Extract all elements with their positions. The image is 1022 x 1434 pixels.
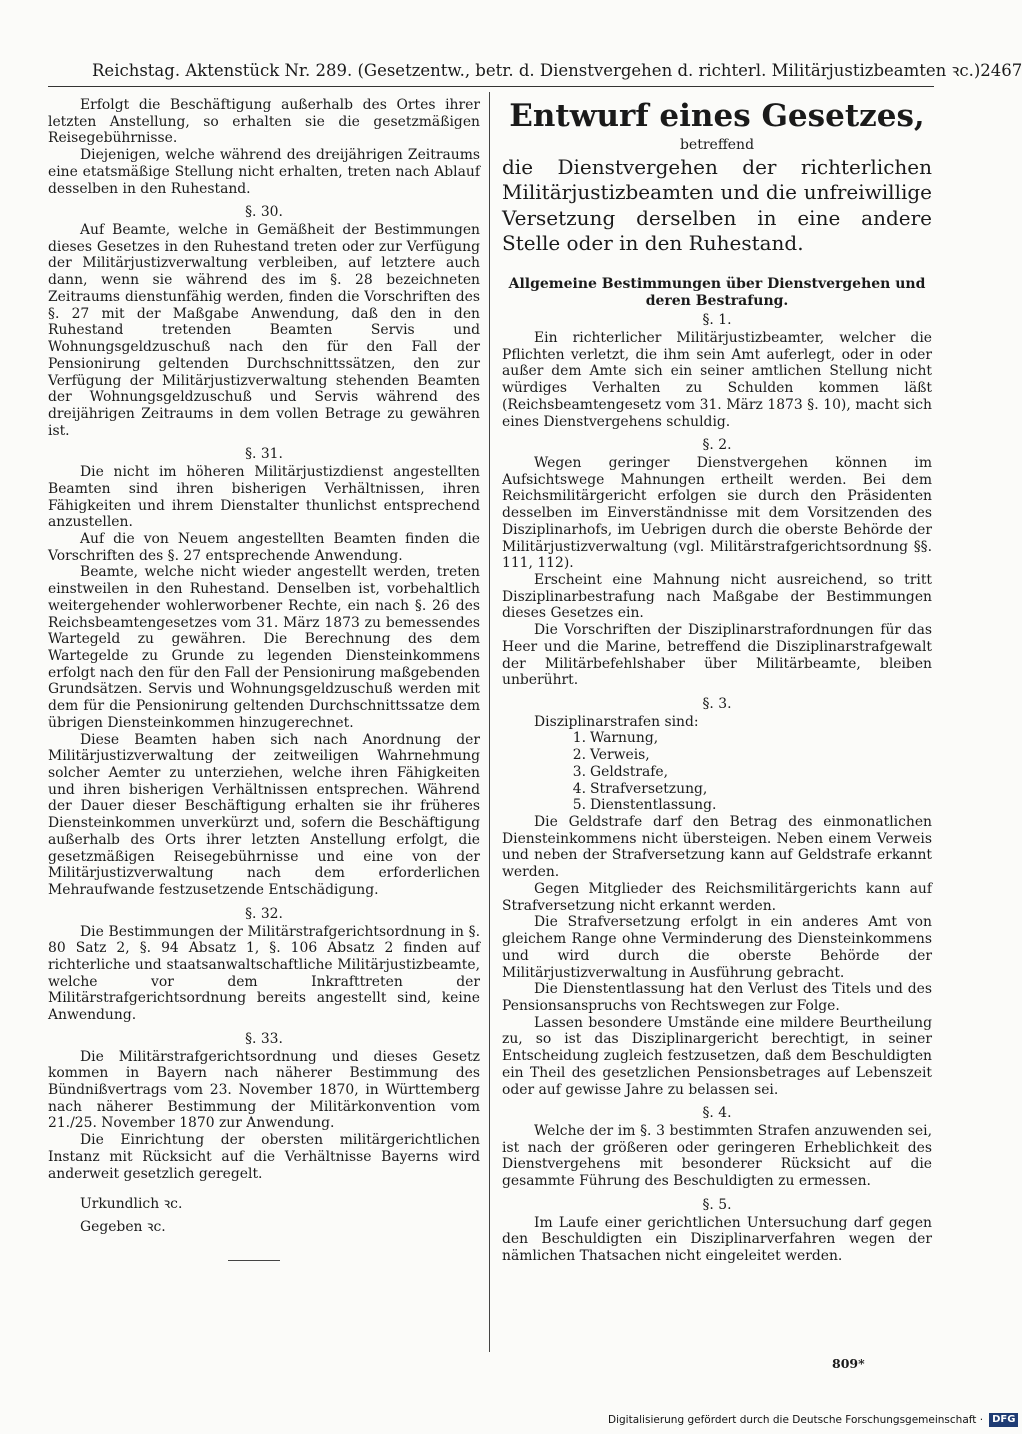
- list-item: 3. Geldstrafe,: [572, 763, 669, 780]
- list-item: 5. Dienstentlassung.: [572, 797, 717, 814]
- part-heading: Allgemeine Bestimmungen über Dienstvergehen und deren Bestrafung.: [508, 276, 926, 310]
- credit-text: Digitalisierung gefördert durch die Deutsche Forschungsgemeinschaft ·: [608, 1414, 984, 1426]
- paragraph: Lassen besondere Umstände eine mildere Beurtheilung zu, so ist das Disziplinargericht berechtigt, in seiner Entscheidung zugleich festzusetzen, daß dem Beschuldigten ein Theil des gesetzlichen Pensionsbetrages auf Lebenszeit oder auf gewisse Jahre zu belassen sei.: [502, 1014, 932, 1098]
- paragraph: Erscheint eine Mahnung nicht ausreichend, so tritt Disziplinarbestrafung nach Maßgabe der Bestimmungen dieses Gesetzes ein.: [502, 571, 932, 622]
- end-rule: [228, 1260, 280, 1261]
- paragraph: Diejenigen, welche während des dreijährigen Zeitraums eine etatsmäßige Stellung nicht erhalten, treten nach Ablauf desselben in den Ruhestand.: [48, 147, 480, 197]
- dfg-logo-icon: DFG: [989, 1413, 1018, 1427]
- paragraph: Die nicht im höheren Militärjustizdienst angestellten Beamten sind ihren bisherigen Verhältnissen, ihren Fähigkeiten und ihrem Dienstalter thunlichst entsprechend anzustellen.: [48, 464, 480, 531]
- law-subtitle: betreffend: [679, 137, 755, 153]
- law-subject: die Dienstvergehen der richterlichen Militärjustizbeamten und die unfreiwillige Versetzung derselben in eine andere Stelle oder in den Ruhestand.: [502, 155, 932, 255]
- list-item: 4. Strafversetzung,: [572, 780, 708, 797]
- penalty-list: [560, 730, 932, 814]
- paragraph: Die Einrichtung der obersten militärgerichtlichen Instanz mit Rücksicht auf die Verhältnisse Bayerns wird anderweit gesetzlich geregelt.: [48, 1132, 480, 1182]
- running-header: [92, 58, 1022, 84]
- sheet-number: 809*: [832, 1356, 865, 1371]
- paragraph: Die Strafversetzung erfolgt in ein anderes Amt von gleichem Range ohne Verminderung des Diensteinkommens und wird durch die oberste Behörde der Militärjustizverwaltung in Ausführung gebracht.: [502, 914, 932, 981]
- section-heading-1: §. 1.: [702, 312, 732, 329]
- section-heading-4: §. 4.: [702, 1105, 732, 1122]
- column-divider: [489, 92, 490, 1352]
- paragraph: Erfolgt die Beschäftigung außerhalb des Ortes ihrer letzten Anstellung, so erhalten sie die gesetzmäßigen Reisegebührnisse.: [48, 97, 480, 147]
- list-lead: Disziplinarstrafen sind:: [534, 713, 699, 730]
- paragraph: Ein richterlicher Militärjustizbeamter, welcher die Pflichten verletzt, die ihm sein Amt auferlegt, oder in oder außer dem Amte sich ein seiner amtlichen Stellung nicht würdiges Verhalten zu Schulden kommen läßt (Reichsbeamtengesetz vom 31. März 1873 §. 10), macht sich eines Dienstvergehens schuldig.: [502, 329, 932, 430]
- paragraph: Die Geldstrafe darf den Betrag des einmonatlichen Diensteinkommens nicht übersteigen. Neben einem Verweis und neben der Strafversetzung kann auf Geldstrafe erkannt werden.: [502, 814, 932, 881]
- section-heading-31: §. 31.: [245, 446, 283, 463]
- paragraph: Im Laufe einer gerichtlichen Untersuchung darf gegen den Beschuldigten ein Disziplinarverfahren wegen der nämlichen Thatsachen nicht eingeleitet werden.: [502, 1214, 932, 1264]
- section-heading-30: §. 30.: [245, 204, 283, 221]
- paragraph: Welche der im §. 3 bestimmten Strafen anzuwenden sei, ist nach der größeren oder geringeren Erheblichkeit des Dienstvergehens mit besonderer Rücksicht auf die gesammte Führung des Beschuldigten zu ermessen.: [502, 1122, 932, 1190]
- paragraph: Die Militärstrafgerichtsordnung und dieses Gesetz kommen in Bayern nach näherer Bestimmung des Bündnißvertrags vom 23. November 1870, in Württemberg nach näherer Bestimmung der Militärkonvention vom 21./25. November 1870 zur Anwendung.: [48, 1048, 480, 1132]
- section-heading-5: §. 5.: [702, 1196, 732, 1213]
- paragraph: Gegen Mitglieder des Reichsmilitärgerichts kann auf Strafversetzung nicht erkannt werden.: [502, 880, 932, 914]
- signature-line-urkundlich: Urkundlich ꝛc.: [80, 1196, 183, 1213]
- digitization-credit: [608, 1413, 1018, 1427]
- paragraph: Diese Beamten haben sich nach Anordnung der Militärjustizverwaltung der zeitweiligen Wahrnehmung solcher Aemter zu unterziehen, welche ihren Fähigkeiten und ihren bisherigen Verhältnissen entsprechen. Während der Dauer dieser Beschäftigung erhalten sie ihr früheres Diensteinkommen unverkürzt und, sofern die Beschäftigung außerhalb des Orts ihrer letzten Anstellung erfolgt, die gesetzmäßigen Reisegebührnisse und eine von der Militärjustizverwaltung nach dem erforderlichen Mehraufwande festzusetzende Entschädigung.: [48, 731, 480, 899]
- section-heading-2: §. 2.: [702, 437, 732, 454]
- paragraph: Die Vorschriften der Disziplinarstrafordnungen für das Heer und die Marine, betreffend die Disziplinarstrafgewalt der Militärbefehlshaber über Militärbeamte, bleiben unberührt.: [502, 622, 932, 689]
- paragraph: Die Bestimmungen der Militärstrafgerichtsordnung in §. 80 Satz 2, §. 94 Absatz 1, §. 106 Absatz 2 finden auf richterliche und staatsanwaltschaftliche Militärjustizbeamte, welche vor dem Inkrafttreten der Militärstrafgerichtsordnung bereits angestellt sind, keine Anwendung.: [48, 923, 480, 1024]
- signature-line-gegeben: Gegeben ꝛc.: [80, 1219, 166, 1235]
- paragraph: Auf die von Neuem angestellten Beamten finden die Vorschriften des §. 27 entsprechende Anwendung.: [48, 530, 480, 564]
- paragraph: Beamte, welche nicht wieder angestellt werden, treten einstweilen in den Ruhestand. Denselben ist, vorbehaltlich weitergehender wohlerworbener Rechte, ein nach §. 26 des Reichsbeamtengesetzes vom 31. März 1873 zu bemessendes Wartegeld zu gewähren. Die Berechnung des dem Wartegelde zu Grunde zu legenden Diensteinkommens erfolgt nach den für den Fall der Pensionirung maßgebenden Grundsätzen. Servis und Wohnungsgeldzuschuß werden mit dem für die Pensionirung geltenden Durchschnittssatze dem übrigen Diensteinkommen hinzugerechnet.: [48, 564, 480, 731]
- header-rule: [48, 86, 934, 87]
- section-heading-3: §. 3.: [702, 696, 732, 712]
- section-heading-32: §. 32.: [245, 905, 283, 922]
- left-column: [48, 97, 480, 1261]
- section-heading-33: §. 33.: [245, 1030, 283, 1047]
- paragraph: Wegen geringer Dienstvergehen können im Aufsichtswege Mahnungen ertheilt werden. Bei dem Reichsmilitärgericht erfolgen sie durch den Präsidenten desselben im Einverständnisse mit dem Vorsitzenden des Disziplinarhofs, im Uebrigen durch die oberste Behörde der Militärjustizverwaltung (vgl. Militärstrafgerichtsordnung §§. 111, 112).: [502, 454, 932, 572]
- paragraph: Auf Beamte, welche in Gemäßheit der Bestimmungen dieses Gesetzes in den Ruhestand treten oder zur Verfügung der Militärjustizverwaltung verbleiben, auf letztere auch dann, wenn sie während des im §. 28 bezeichneten Zeitraums dienstunfähig werden, finden die Vorschriften des §. 27 mit der Maßgabe Anwendung, daß den in den Ruhestand tretenden Beamten Servis und Wohnungsgeldzuschuß nach den für den Fall der Pensionirung geltenden Durchschnittssätzen, den zur Verfügung der Militärjustizverwaltung stehenden Beamten der Wohnungsgeldzuschuß und Servis während des dreijährigen Zeitraums in dem vollen Betrage zu gewähren ist.: [48, 222, 480, 439]
- right-column: [502, 97, 932, 1265]
- list-item: 1. Warnung,: [572, 730, 659, 747]
- list-item: 2. Verweis,: [572, 747, 650, 764]
- running-title: Reichstag. Aktenstück Nr. 289. (Gesetzentw., betr. d. Dienstvergehen d. richterl. Militärjustizbeamten ꝛc.): [92, 61, 981, 80]
- law-title: Entwurf eines Gesetzes,: [509, 98, 925, 134]
- page-number: 2467: [980, 61, 1022, 80]
- paragraph: Die Dienstentlassung hat den Verlust des Titels und des Pensionsanspruchs von Rechtswegen zur Folge.: [502, 981, 932, 1014]
